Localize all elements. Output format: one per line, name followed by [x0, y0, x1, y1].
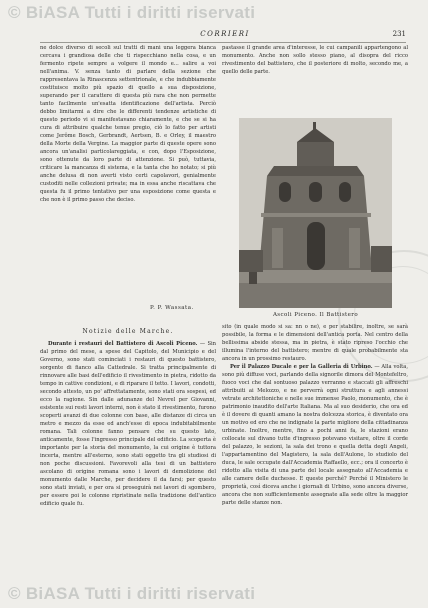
battistero-article — [40, 340, 216, 508]
running-header — [40, 30, 406, 43]
right-column-bottom-text — [222, 323, 408, 581]
battistero-lead: Durante i restauri del Battistero di Ascoli Piceno. — [48, 341, 198, 347]
urbino-text: — Alla volta, sono più diffuse voci, parlando della signorile dimora del Montefeltro, fuoco voci che dal sontuoso palazzo verranno e staccati gli affreschi attribuiti ai Melozzo, e ne perverrà ogni struttura e agli annessi vetrate architettoniche e nelle sue immense Paolo, monumento, che è patrimonio inaudito dell'arte Italiana. Ma al suo desiderio, che ora ed è il dovere di quanti amano la nostra dolcezza storica, è diventato ora un motivo ed ero che ne indignate la parte migliore della cittadinanza urbinate. Inoltre, mentre, fino a pochi anni fa, le stazioni erano collocate sul divano tutte d'ingresso potevano visitare, oltre il corde del palazzo, le sezioni, la sala dei trono e quella detta degli Angeli, l'appartamentino del Magistero, la sala dell'Aulone, lo studiolo del duca, le sale occupate dall'Accademia Raffaello, ecc.; ora il concerto è ridotto alla visita di una parte del locale assegnato all'Accademia e alle camere delle duchesse. E queste perché? Perché il Ministero le proprietà, così diceva anche i giornali di Urbino, sono ancora diverse, ancora che non sufficientemente assegnate alla sede oltre la maggior parte delle stanze non. — [222, 364, 408, 506]
section-title: Notizie delle Marche. — [82, 328, 174, 335]
left-column-bottom-text — [40, 340, 216, 580]
watermark-top: © BiASA Tutti i diritti riservati — [8, 3, 256, 22]
right-bottom-paragraph-1: sito (in quale modo si sa: nn o ne), e per stabilire, inoltre, se sarà possibile, la forma e le dimensioni dell'antica porta. Nel centro della bellissima abside stessa, ma in pietra, è stato ripreso l'occhio che illumina l'interno del battistero; mentre di quale probabilmente sta ancora in un prossimo restauro. — [222, 324, 408, 362]
left-column-top-text — [40, 44, 216, 270]
page-number: 231 — [392, 30, 406, 38]
left-top-paragraph: ne dolce diverso di secoli sul tratti di mani una leggera bianca cercava i grandiosa delle che ti rispecchiano nella cosa, e un fermento ripete sempre a volgere il mondo e... salire a voi nell'anima. V. senza tanto di parlare della sezione che rappresentava la Rinascenza settentrionale, e che indubbiamente costituisce molto più spazio di quello a sua disposizione, superando per il carattere di questa più rara che non permette tanto facilmente un'esatta identificazione dell'artista. Perciò debbo limitarmi a dire che le differenti tendenze artistiche di questo periodo vi si manifestavano chiaramente, e che se si ha cura di attribuire qualche tenue pregio, ciò lo fatto per artisti come Jerôme Bosch, Gerbrandt, Aertsen, B. e Orley, il maestro della Morte della Vergine. La maggior parte di queste opere sono ancora un'analisi particolareggiata, e con, dopo l'Esposizione, sono ottenute da loro parte di attenzione. Si può, tuttavia, criticare la mancanza di sistema, e la tanta che ho notato; si più anche delusa di non averti visto certi capolavori, genialmente custoditi nelle collezioni private; ma in essa anche riscattava che questa fu il primo tentativo per una esposizione come questa e che non è il primo passo che deciso. — [40, 45, 216, 203]
urbino-article — [222, 363, 408, 507]
right-column-top-text — [222, 44, 408, 108]
header-title: CORRIERI — [200, 30, 250, 38]
urbino-lead: Per il Palazzo Ducale e per la Galleria di Urbino. — [230, 364, 373, 370]
battistero-photo — [239, 118, 392, 308]
right-top-paragraph: pastasse il grande area d'interesse, le cui campanili appartengono al monumento. Anche non sollo stesso piano, al disopra del ricco rivestimento del battistero, che il posteriore di molto, secondo me, a quello delle parte. — [222, 45, 408, 75]
battistero-text: — Sin dal primo del mese, a spese del Capitolo, del Municipio e del Governo, sono stati cominciati i restauri di questo battistero, sorgente di fianco alla Cattedrale. Si tratta principalmente di rinnovare alle basi dell'edificio il rivestimento in pietra, ridotto da tempo in cattive condizioni, e di riparare il tetto. I lavori, condotti, secondo attesto, un po' affrettatamente, sono stati ora sospesi, ed ecco la ragione. Sin dalle adunanze del Nevrel per Giovanni, esistente sui resti lavori interni, non è stato il rivestimento, furono scoperti avanzi di due colonne con base, alle distanze di circa un metro e mezzo da esse ed anch'esse di epoca indubitabilmente romana. Tali colonne fanno pensare che su questo lato, anticamente, fosse l'ingresso principale del edificio. La scoperta è importante per la storia del monumento, la cui origine è tuttora incerta, mentre all'esterno, sono stati oggetto tra gli studiosi di non poche discussioni. Favorevoli alla tesi di un battistero ascolano di origine romana sono i lavori di demolizione del monumento dalle Marche, per decidere il da farsi; per questo sono stati inviati, e per ora si proseguirà nei lavori di sgombero, per essere poi le colonne ripristinate nella tradizione dell'antico edificio quale fu. — [40, 341, 216, 507]
watermark-bottom: © BiASA Tutti i diritti riservati — [8, 584, 256, 603]
article-signature: P. P. Wassata. — [150, 305, 194, 311]
photo-caption: Ascoli Piceno. Il Battistero — [272, 312, 359, 318]
baptistery-illustration — [239, 118, 392, 308]
